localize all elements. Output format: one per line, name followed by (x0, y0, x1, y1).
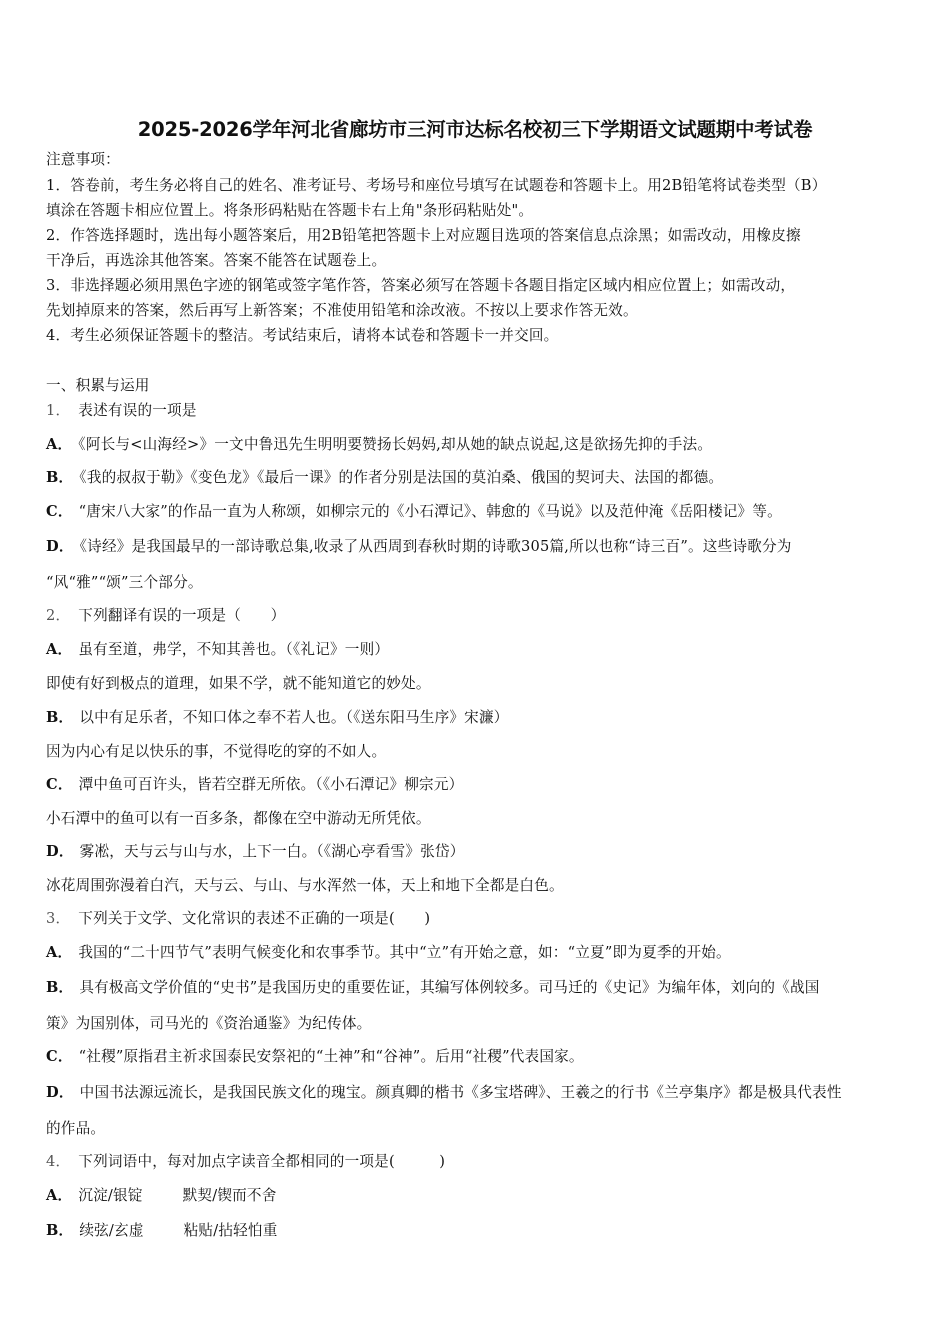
option-text: 粘贴/拈轻怕重 (183, 1222, 278, 1239)
option-text: “唐宋八大家”的作品一直为人称颂，如柳宗元的《小石潭记》、韩愈的《马说》以及范仲淹《岳阳楼记》等。 (78, 503, 782, 520)
option-label: B． (46, 1222, 74, 1239)
option-text: 沉淀/银锭 (78, 1187, 143, 1204)
q2-option-c-translation: 小石潭中的鱼可以有一百多条，都像在空中游动无所凭依。 (46, 810, 431, 827)
option-label: B． (46, 469, 74, 486)
option-label: D． (46, 538, 74, 555)
question-3-stem (46, 909, 430, 929)
q2-option-d (46, 842, 465, 862)
q3-option-d-continued: 的作品。 (46, 1120, 106, 1137)
option-text: 中国书法源远流长，是我国民族文化的瑰宝。颜真卿的楷书《多宝塔碑》、王羲之的行书《兰亭集序》都是极具代表性 (79, 1084, 842, 1101)
q1-option-b (46, 468, 723, 488)
option-text: 《阿长与<山海经>》一文中鲁迅先生明明要赞扬长妈妈,却从她的缺点说起,这是欲扬先抑的手法。 (78, 436, 713, 453)
option-label: D． (46, 843, 74, 860)
q2-option-a (46, 640, 389, 660)
q1-option-d-continued: “风“雅”“颂”三个部分。 (46, 574, 203, 591)
q1-option-d (46, 537, 792, 557)
option-text: 雾凇，天与云与山与水，上下一白。（《湖心亭看雪》张岱） (79, 843, 465, 860)
option-label: A． (46, 944, 73, 961)
question-text: 下列词语中，每对加点字读音全都相同的一项是( ) (78, 1153, 446, 1170)
q3-option-a (46, 943, 731, 963)
option-label: A． (46, 1187, 73, 1204)
option-text: 我国的“二十四节气”表明气候变化和农事季节。其中“立”有开始之意，如：“立夏”即为夏季的开始。 (78, 944, 731, 961)
notice-line: 先划掉原来的答案，然后再写上新答案；不准使用铅笔和涂改液。不按以上要求作答无效。 (46, 302, 638, 319)
q3-option-c (46, 1047, 584, 1067)
notice-line: 2．作答选择题时，选出每小题答案后，用2B铅笔把答题卡上对应题目选项的答案信息点涂黑；如需改动，用橡皮擦 (46, 227, 801, 244)
notice-line: 3．非选择题必须用黑色字迹的钢笔或签字笔作答，答案必须写在答题卡各题目指定区域内相应位置上；如需改动， (46, 277, 796, 294)
question-number: 4． (46, 1153, 71, 1170)
question-text: 表述有误的一项是 (78, 402, 197, 419)
question-number: 2． (46, 607, 71, 624)
option-text: 默契/锲而不舍 (182, 1187, 277, 1204)
notice-heading: 注意事项： (46, 151, 120, 168)
option-label: D． (46, 1084, 74, 1101)
q3-option-d (46, 1083, 842, 1103)
question-1-stem (46, 401, 197, 421)
option-text: 具有极高文学价值的“史书”是我国历史的重要佐证，其编写体例较多。司马迁的《史记》为编年体，刘向的《战国 (79, 979, 820, 996)
option-text: 《我的叔叔于勒》《变色龙》《最后一课》的作者分别是法国的莫泊桑、俄国的契诃夫、法国的都德。 (79, 469, 724, 486)
option-label: B． (46, 979, 74, 996)
option-label: C． (46, 1048, 73, 1065)
q2-option-b-translation: 因为内心有足以快乐的事，不觉得吃的穿的不如人。 (46, 743, 387, 760)
notice-line: 4．考生必须保证答题卡的整洁。考试结束后，请将本试卷和答题卡一并交回。 (46, 327, 559, 344)
q1-option-c (46, 502, 782, 522)
option-text: 以中有足乐者，不知口体之奉不若人也。（《送东阳马生序》宋濂） (79, 709, 509, 726)
q4-option-b (46, 1221, 278, 1241)
q2-option-c (46, 775, 463, 795)
section-heading: 一、积累与运用 (46, 377, 150, 394)
question-2-stem (46, 606, 285, 626)
q3-option-b-continued: 策》为国别体，司马光的《资治通鉴》为纪传体。 (46, 1015, 372, 1032)
question-text: 下列翻译有误的一项是（ ） (78, 607, 286, 624)
option-label: C． (46, 503, 73, 520)
question-4-stem (46, 1152, 445, 1172)
q2-option-b (46, 708, 509, 728)
option-text: 虽有至道，弗学，不知其善也。（《礼记》一则） (78, 641, 390, 658)
q2-option-d-translation: 冰花周围弥漫着白汽，天与云、与山、与水浑然一体，天上和地下全都是白色。 (46, 877, 564, 894)
option-label: A． (46, 436, 73, 453)
question-number: 1． (46, 402, 71, 419)
notice-line: 1．答卷前，考生务必将自己的姓名、准考证号、考场号和座位号填写在试题卷和答题卡上。用2B铅笔将试卷类型（B） (46, 177, 827, 194)
option-text: 潭中鱼可百许头，皆若空群无所依。（《小石潭记》柳宗元） (78, 776, 464, 793)
notice-line: 填涂在答题卡相应位置上。将条形码粘贴在答题卡右上角"条形码粘贴处"。 (46, 202, 534, 219)
notice-line: 干净后，再选涂其他答案。答案不能答在试题卷上。 (46, 252, 387, 269)
option-text: “社稷”原指君主祈求国泰民安祭祀的“土神”和“谷神”。后用“社稷”代表国家。 (78, 1048, 584, 1065)
option-label: B． (46, 709, 74, 726)
option-label: C． (46, 776, 73, 793)
page-title: 2025-2026学年河北省廊坊市三河市达标名校初三下学期语文试题期中考试卷 (137, 118, 813, 141)
q3-option-b (46, 978, 820, 998)
option-text: 《诗经》是我国最早的一部诗歌总集,收录了从西周到春秋时期的诗歌305篇,所以也称“诗三百”。这些诗歌分为 (79, 538, 792, 555)
q2-option-a-translation: 即使有好到极点的道理，如果不学，就不能知道它的妙处。 (46, 675, 431, 692)
option-text: 续弦/玄虚 (79, 1222, 144, 1239)
question-number: 3． (46, 910, 71, 927)
question-text: 下列关于文学、文化常识的表述不正确的一项是( ) (78, 910, 431, 927)
q4-option-a (46, 1186, 277, 1206)
option-label: A． (46, 641, 73, 658)
q1-option-a (46, 435, 712, 455)
